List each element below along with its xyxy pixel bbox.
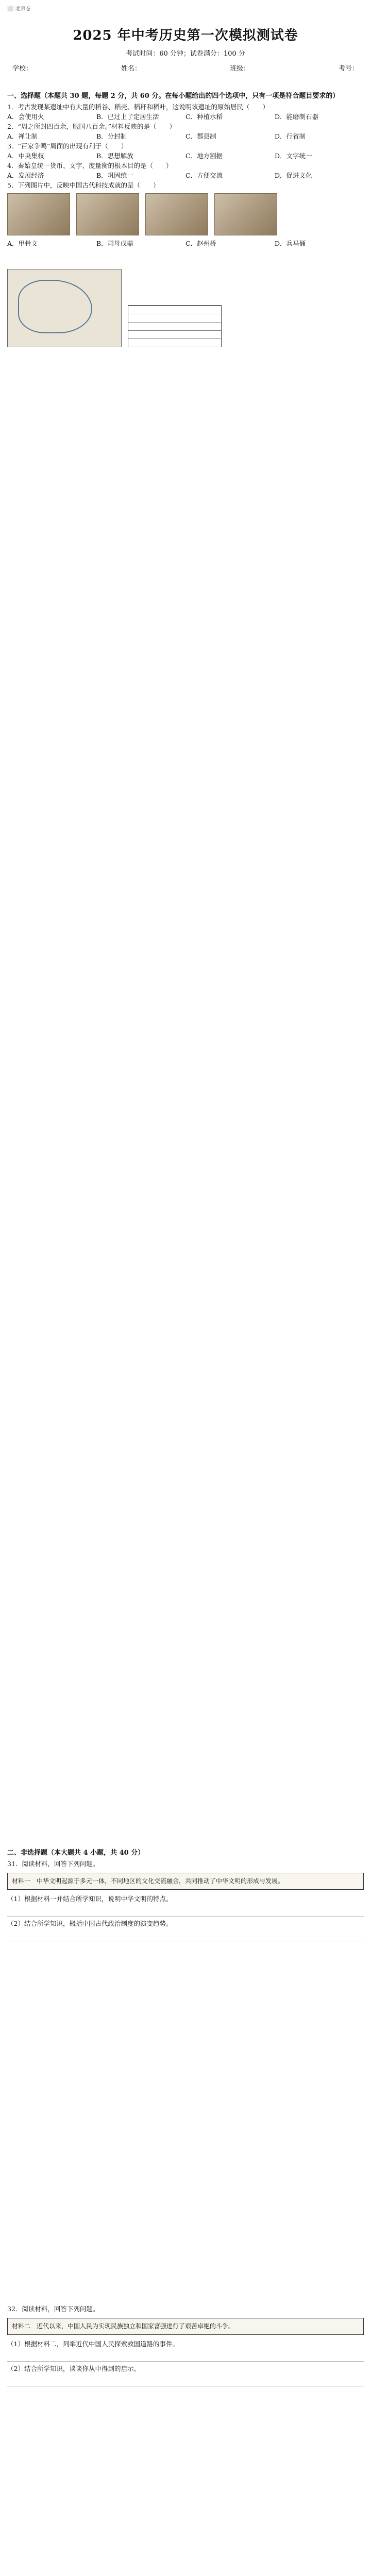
material-box: 材料二 近代以来，中国人民为实现民族独立和国家富强进行了艰苦卓绝的斗争。 [7, 2318, 364, 2335]
option: A．发展经济 [7, 172, 44, 179]
artifact-image [76, 193, 139, 235]
option: B．思想解放 [96, 152, 133, 160]
question-stem: 3．“百家争鸣”局面的出现有利于（ ） [7, 142, 128, 150]
sub-question: （1）根据材料二，列举近代中国人民探索救国道路的事件。 [7, 2340, 179, 2348]
option: A．中央集权 [7, 152, 44, 160]
option: D．兵马俑 [275, 240, 306, 247]
option: C．方便交流 [185, 172, 223, 179]
section-2-heading: 二、非选择题（本大题共 4 小题，共 40 分） [7, 1849, 145, 1857]
exam-content [7, 88, 364, 2576]
option: A．会使用火 [7, 113, 44, 121]
image-d [214, 193, 277, 235]
question-stem: 31．阅读材料，回答下列问题。 [7, 1860, 99, 1868]
option: C．种植水稻 [185, 113, 223, 121]
artifact-image [214, 193, 277, 235]
spacer [7, 2388, 364, 2576]
answer-line[interactable] [7, 2376, 364, 2386]
map-image [7, 269, 122, 347]
question-stem: 2．“周之所封四百余，服国八百余。”材料反映的是（ ） [7, 123, 176, 130]
image-a [7, 193, 70, 235]
field-name: 姓名： [121, 65, 141, 73]
question-stem: 5．下列图片中，反映中国古代科技成就的是（ ） [7, 181, 160, 189]
option: D．文字统一 [275, 152, 312, 160]
student-fields [12, 63, 359, 73]
option: A．甲骨文 [7, 240, 38, 247]
field-school: 学校： [12, 65, 33, 73]
question-options [7, 112, 364, 122]
sub-question: （1）根据材料一并结合所学知识，说明中华文明的特点。 [7, 1895, 173, 1903]
option: D．促进文化 [275, 172, 312, 179]
question-options [7, 131, 364, 141]
artifact-image [145, 193, 208, 235]
question-3 [7, 141, 364, 161]
answer-line[interactable] [7, 1930, 364, 1941]
sub-question: （2）结合所学知识，概括中国古代政治制度的演变趋势。 [7, 1920, 173, 1927]
question-images [7, 193, 364, 235]
option: D．行省制 [275, 132, 306, 140]
option: B．司母戊鼎 [96, 240, 133, 247]
question-stem: 4．秦始皇统一货币、文字、度量衡的根本目的是（ ） [7, 162, 173, 170]
option: D．能磨制石器 [275, 113, 319, 121]
spacer [7, 1943, 364, 2304]
option: C．赵州桥 [185, 240, 216, 247]
question-32 [7, 2304, 364, 2386]
question-4 [7, 161, 364, 180]
question-stem: 1．考古发现某遗址中有大量的稻谷、稻壳、稻秆和稻叶，这说明该遗址的原始居民（ ） [7, 103, 269, 111]
question-options [7, 171, 364, 180]
spacer [7, 350, 364, 1844]
option: B．已过上了定居生活 [96, 113, 159, 121]
section-1-heading: 一、选择题（本题共 30 题，每题 2 分，共 60 分。在每小题给出的四个选项中，只有一项是符合题目要求的） [7, 92, 340, 100]
exam-title: 2025 年中考历史第一次模拟测试卷 [73, 28, 298, 43]
image-b [76, 193, 139, 235]
option: C．郡县制 [185, 132, 216, 140]
question-options [7, 151, 364, 161]
answer-line[interactable] [7, 1906, 364, 1917]
artifact-image [7, 193, 70, 235]
option: B．巩固统一 [96, 172, 133, 179]
exam-info: 考试时间：60 分钟；试卷满分：100 分 [126, 50, 245, 58]
question-1 [7, 102, 364, 122]
option: B．分封制 [96, 132, 127, 140]
answer-line[interactable] [7, 2351, 364, 2362]
option: C．地方割据 [185, 152, 223, 160]
question-31 [7, 1859, 364, 1941]
field-class: 班级： [229, 65, 250, 73]
map-figure-row [7, 269, 364, 347]
sub-question: （2）结合所学知识，谈谈你从中得到的启示。 [7, 2365, 140, 2372]
question-options [7, 239, 364, 248]
material-box: 材料一 中华文明起源于多元一体，不同地区的文化交流融合，共同推动了中华文明的形成与发展。 [7, 1873, 364, 1890]
field-number: 考号： [338, 65, 359, 73]
option: A．禅让制 [7, 132, 38, 140]
image-c [145, 193, 208, 235]
question-2 [7, 122, 364, 141]
question-5 [7, 180, 364, 248]
question-stem: 32．阅读材料，回答下列问题。 [7, 2305, 99, 2313]
top-note: ⬜ 北京卷 [7, 6, 31, 12]
table-image [128, 305, 222, 347]
